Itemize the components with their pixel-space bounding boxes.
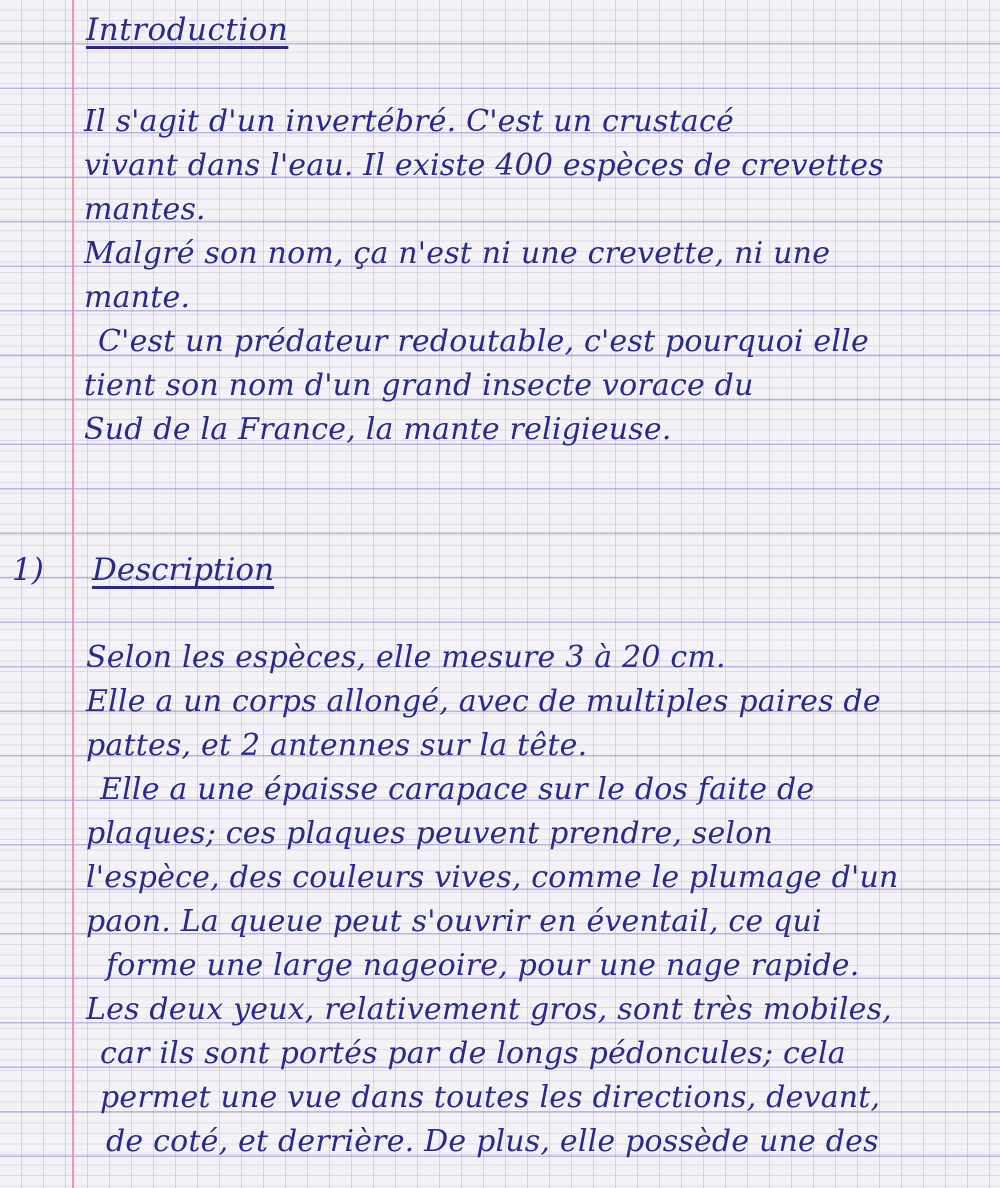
description-line: Elle a une épaisse carapace sur le dos faite de — [100, 772, 815, 807]
description-line: paon. La queue peut s'ouvrir en éventail, ce qui — [86, 904, 822, 939]
description-line: Les deux yeux, relativement gros, sont très mobiles, — [86, 992, 892, 1027]
intro-heading: Introduction — [86, 12, 289, 48]
intro-line: tient son nom d'un grand insecte vorace du — [84, 368, 754, 403]
intro-line: vivant dans l'eau. Il existe 400 espèces de crevettes — [84, 148, 884, 183]
description-line: Selon les espèces, elle mesure 3 à 20 cm. — [86, 640, 726, 675]
description-line: pattes, et 2 antennes sur la tête. — [86, 728, 588, 763]
description-line: Elle a un corps allongé, avec de multiples paires de — [86, 684, 881, 719]
intro-line: Sud de la France, la mante religieuse. — [84, 412, 672, 447]
intro-line: C'est un prédateur redoutable, c'est pourquoi elle — [98, 324, 869, 359]
intro-line: Malgré son nom, ça n'est ni une crevette, ni une — [84, 236, 831, 271]
description-line: car ils sont portés par de longs pédoncules; cela — [100, 1036, 846, 1071]
description-line: de coté, et derrière. De plus, elle possède une des — [106, 1124, 879, 1159]
intro-line: Il s'agit d'un invertébré. C'est un crustacé — [84, 104, 734, 139]
description-line: forme une large nageoire, pour une nage rapide. — [106, 948, 860, 983]
description-paragraph — [86, 636, 998, 1164]
intro-paragraph — [84, 100, 996, 452]
intro-line: mante. — [84, 280, 191, 315]
intro-line: mantes. — [84, 192, 206, 227]
description-line: permet une vue dans toutes les directions, devant, — [100, 1080, 881, 1115]
section-number: 1) — [12, 552, 44, 588]
description-line: plaques; ces plaques peuvent prendre, selon — [86, 816, 773, 851]
description-heading: Description — [92, 552, 275, 588]
description-line: l'espèce, des couleurs vives, comme le plumage d'un — [86, 860, 899, 895]
